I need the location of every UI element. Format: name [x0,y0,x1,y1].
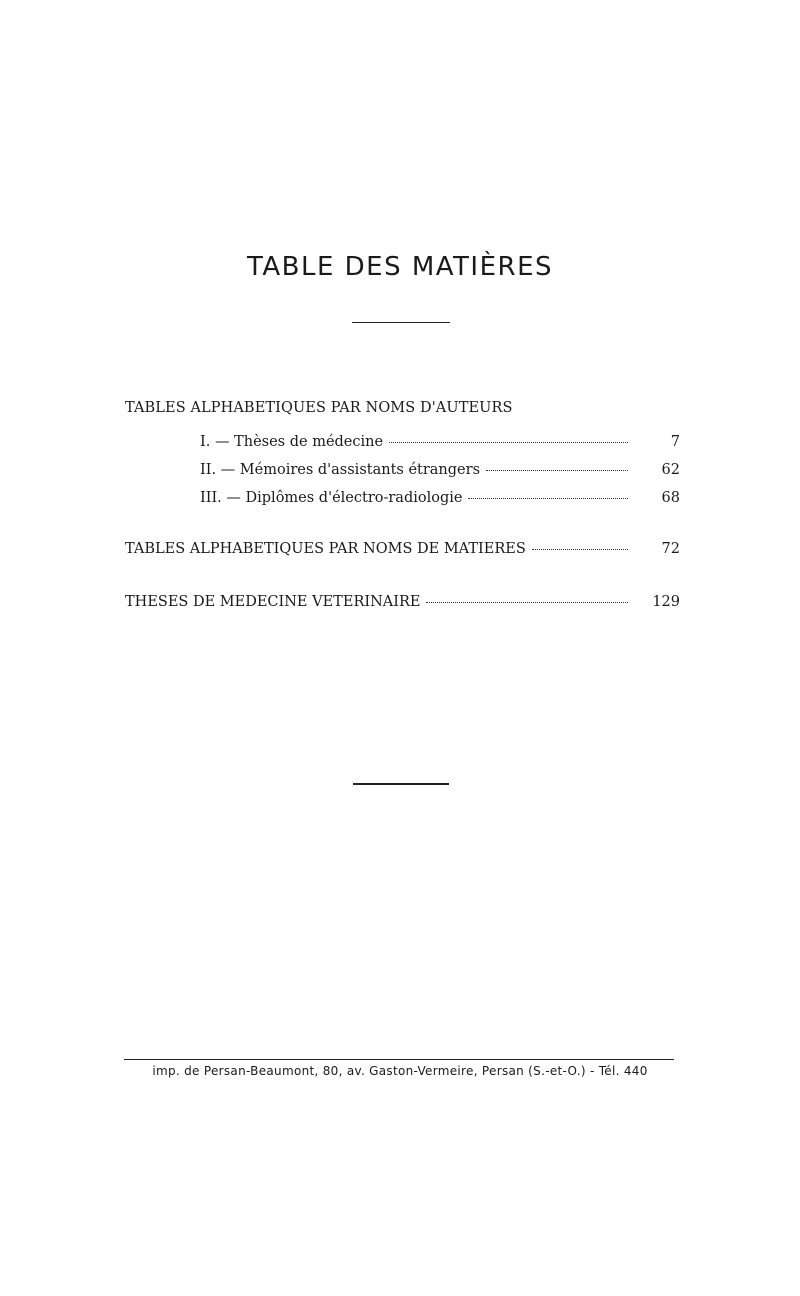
toc-entry-page: 62 [661,462,680,478]
toc-entry-label: III. — Diplômes d'électro-radiologie [200,490,463,506]
dot-leader [486,470,628,471]
toc-entry-page: 72 [661,541,680,557]
toc-entry [200,462,680,482]
page-title: TABLE DES MATIÈRES [246,252,554,282]
printer-imprint: imp. de Persan-Beaumont, 80, av. Gaston-Vermeire, Persan (S.-et-O.) - Tél. 440 [152,1064,648,1078]
toc-entry-label: TABLES ALPHABETIQUES PAR NOMS DE MATIERES [125,541,526,557]
dot-leader [468,498,628,499]
toc-entry [200,490,680,510]
toc-entry-page: 68 [661,490,680,506]
toc-entry-label: II. — Mémoires d'assistants étrangers [200,462,481,478]
dot-leader [389,442,628,443]
section-divider [353,783,449,785]
toc-entry-label: THESES DE MEDECINE VETERINAIRE [125,594,421,610]
dot-leader [426,602,628,603]
title-divider [352,322,450,323]
toc-entry-subjects [125,541,680,561]
toc-entry-page: 7 [670,434,680,450]
toc-entry-veterinary [125,594,680,614]
toc-entry-page: 129 [652,594,680,610]
toc-entry [200,434,680,454]
section-heading-authors: TABLES ALPHABETIQUES PAR NOMS D'AUTEURS [125,400,513,416]
dot-leader [532,549,628,550]
footer-rule [124,1059,674,1060]
toc-entry-label: I. — Thèses de médecine [200,434,384,450]
